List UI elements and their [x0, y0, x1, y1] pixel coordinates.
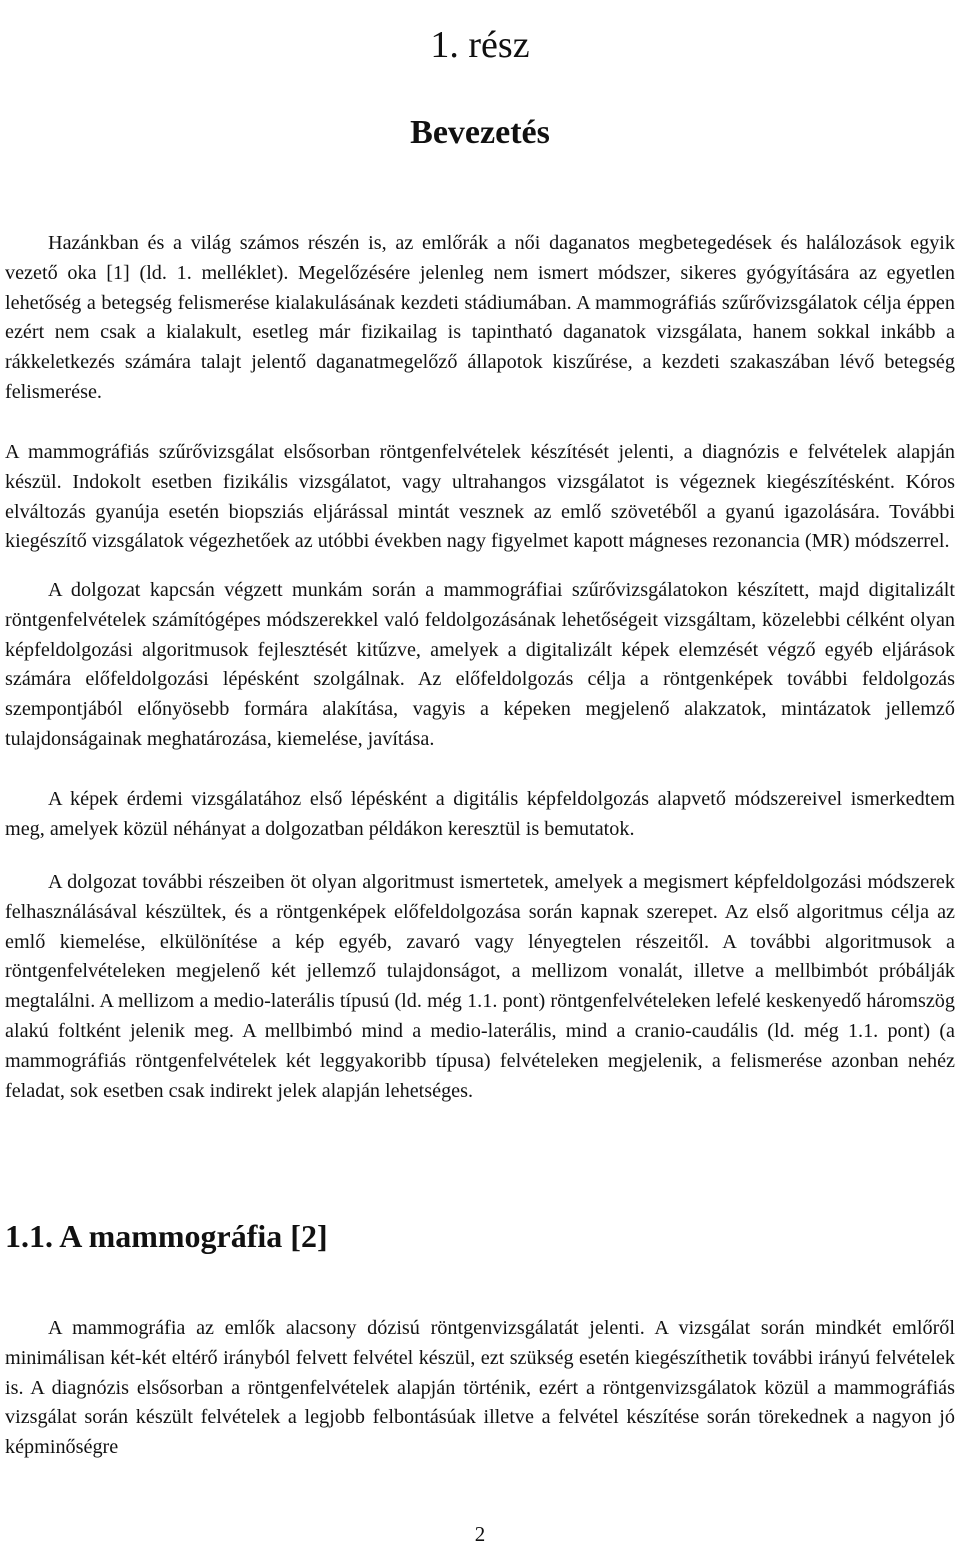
paragraph-work: A dolgozat kapcsán végzett munkám során a mammográfiai szűrővizsgálatokon készített, majd digitalizált röntgenfelvételek számítógépes módszerekkel való feldolgozásának lehetőségeit vizsgáltam, közelebbi célként olyan képfeldolgozási algoritmusok fejlesztését kitűzve, amelyek a digitalizált képek elemzését végző egyéb eljárások számára előfeldolgozási lépésként szolgálnak. Az előfeldolgozás célja a röntgenképek további feldolgozás szempontjából előnyösebb formára alakítása, vagyis a képeken megjelenő alakzatok, mintázatok jellemző tulajdonságainak meghatározása, kiemelése, javítása. [5, 579, 955, 750]
page-number: 2 [474, 1522, 486, 1546]
paragraph-methods: A képek érdemi vizsgálatához első lépésként a digitális képfeldolgozás alapvető módszereivel ismerkedtem meg, amelyek közül néhányat a dolgozatban példákon keresztül is bemutatok. [5, 788, 955, 840]
paragraph-screening: A mammográfiás szűrővizsgálat elsősorban röntgenfelvételek készítését jelenti, a diagnózis e felvételek alapján készül. Indokolt esetben fizikális vizsgálatot, vagy ultrahangos vizsgálatot is végeznek kiegészítésként. Kóros elváltozás gyanúja esetén biopsziás eljárással mintát vesznek az emlő szövetéből a gyanú igazolására. További kiegészítő vizsgálatok végezhetőek az utóbbi években nagy figyelmet kapott mágneses rezonancia (MR) módszerrel. [5, 441, 955, 553]
paragraph-algorithms: A dolgozat további részeiben öt olyan algoritmust ismertetek, amelyek a megismert képfeldolgozási módszerek felhasználásával készültek, és a röntgenképek előfeldolgozása során kapnak szerepet. Az első algoritmus célja az emlő kiemelése, elkülönítése a kép egyéb, zavaró vagy lényegtelen részeitől. A további algoritmusok a röntgenfelvételeken megjelenő két jellemző tulajdonságot, a mellizom vonalát, illetve a mellbimbót próbálják megtalálni. A mellizom a medio-laterális típusú (ld. még 1.1. pont) röntgenfelvételeken lefelé keskenyedő háromszög alakú foltként jelenik meg. A mellbimbó mind a medio-laterális, mind a cranio-caudális (ld. még 1.1. pont) (a mammográfiás röntgenfelvételek két leggyakoribb típusa) felvételeken megjelenik, a felismerése azonban nehéz feladat, sok esetben csak indirekt jelek alapján lehetséges. [5, 871, 955, 1102]
paragraph-mammography: A mammográfia az emlők alacsony dózisú röntgenvizsgálatát jelenti. A vizsgálat során mindkét emlőről minimálisan két-két eltérő irányból felvett felvétel készül, ezt szükség esetén kiegészíthetik további irányú felvételek is. A diagnózis elsősorban a röntgenfelvételek alapján történik, ezért a röntgenvizsgálatok közül a mammográfiás vizsgálat során készült felvételek a legjobb felbontásúak illetve a felvétel készítése során törekednek a nagyon jó képminőségre [5, 1317, 955, 1459]
paragraph-intro: Hazánkban és a világ számos részén is, az emlőrák a női daganatos megbetegedések és halálozások egyik vezető oka [1] (ld. 1. melléklet). Megelőzésére jelenleg nem ismert módszer, sikeres gyógyítására az egyetlen lehetőség a betegség felismerése kialakulásának kezdeti stádiumában. A mammográfiás szűrővizsgálatok célja éppen ezért nem csak a kialakult, esetleg már fizikailag is tapintható daganatok vizsgálata, hanem sokkal inkább a rákkeletkezés számára talajt jelentő daganatmegelőző állapotok kiszűrése, a kezdeti szakaszában lévő betegség felismerése. [5, 232, 955, 403]
section-title: 1.1. A mammográfia [2] [5, 1218, 328, 1254]
part-title: 1. rész [430, 24, 530, 67]
chapter-title: Bevezetés [410, 114, 550, 152]
